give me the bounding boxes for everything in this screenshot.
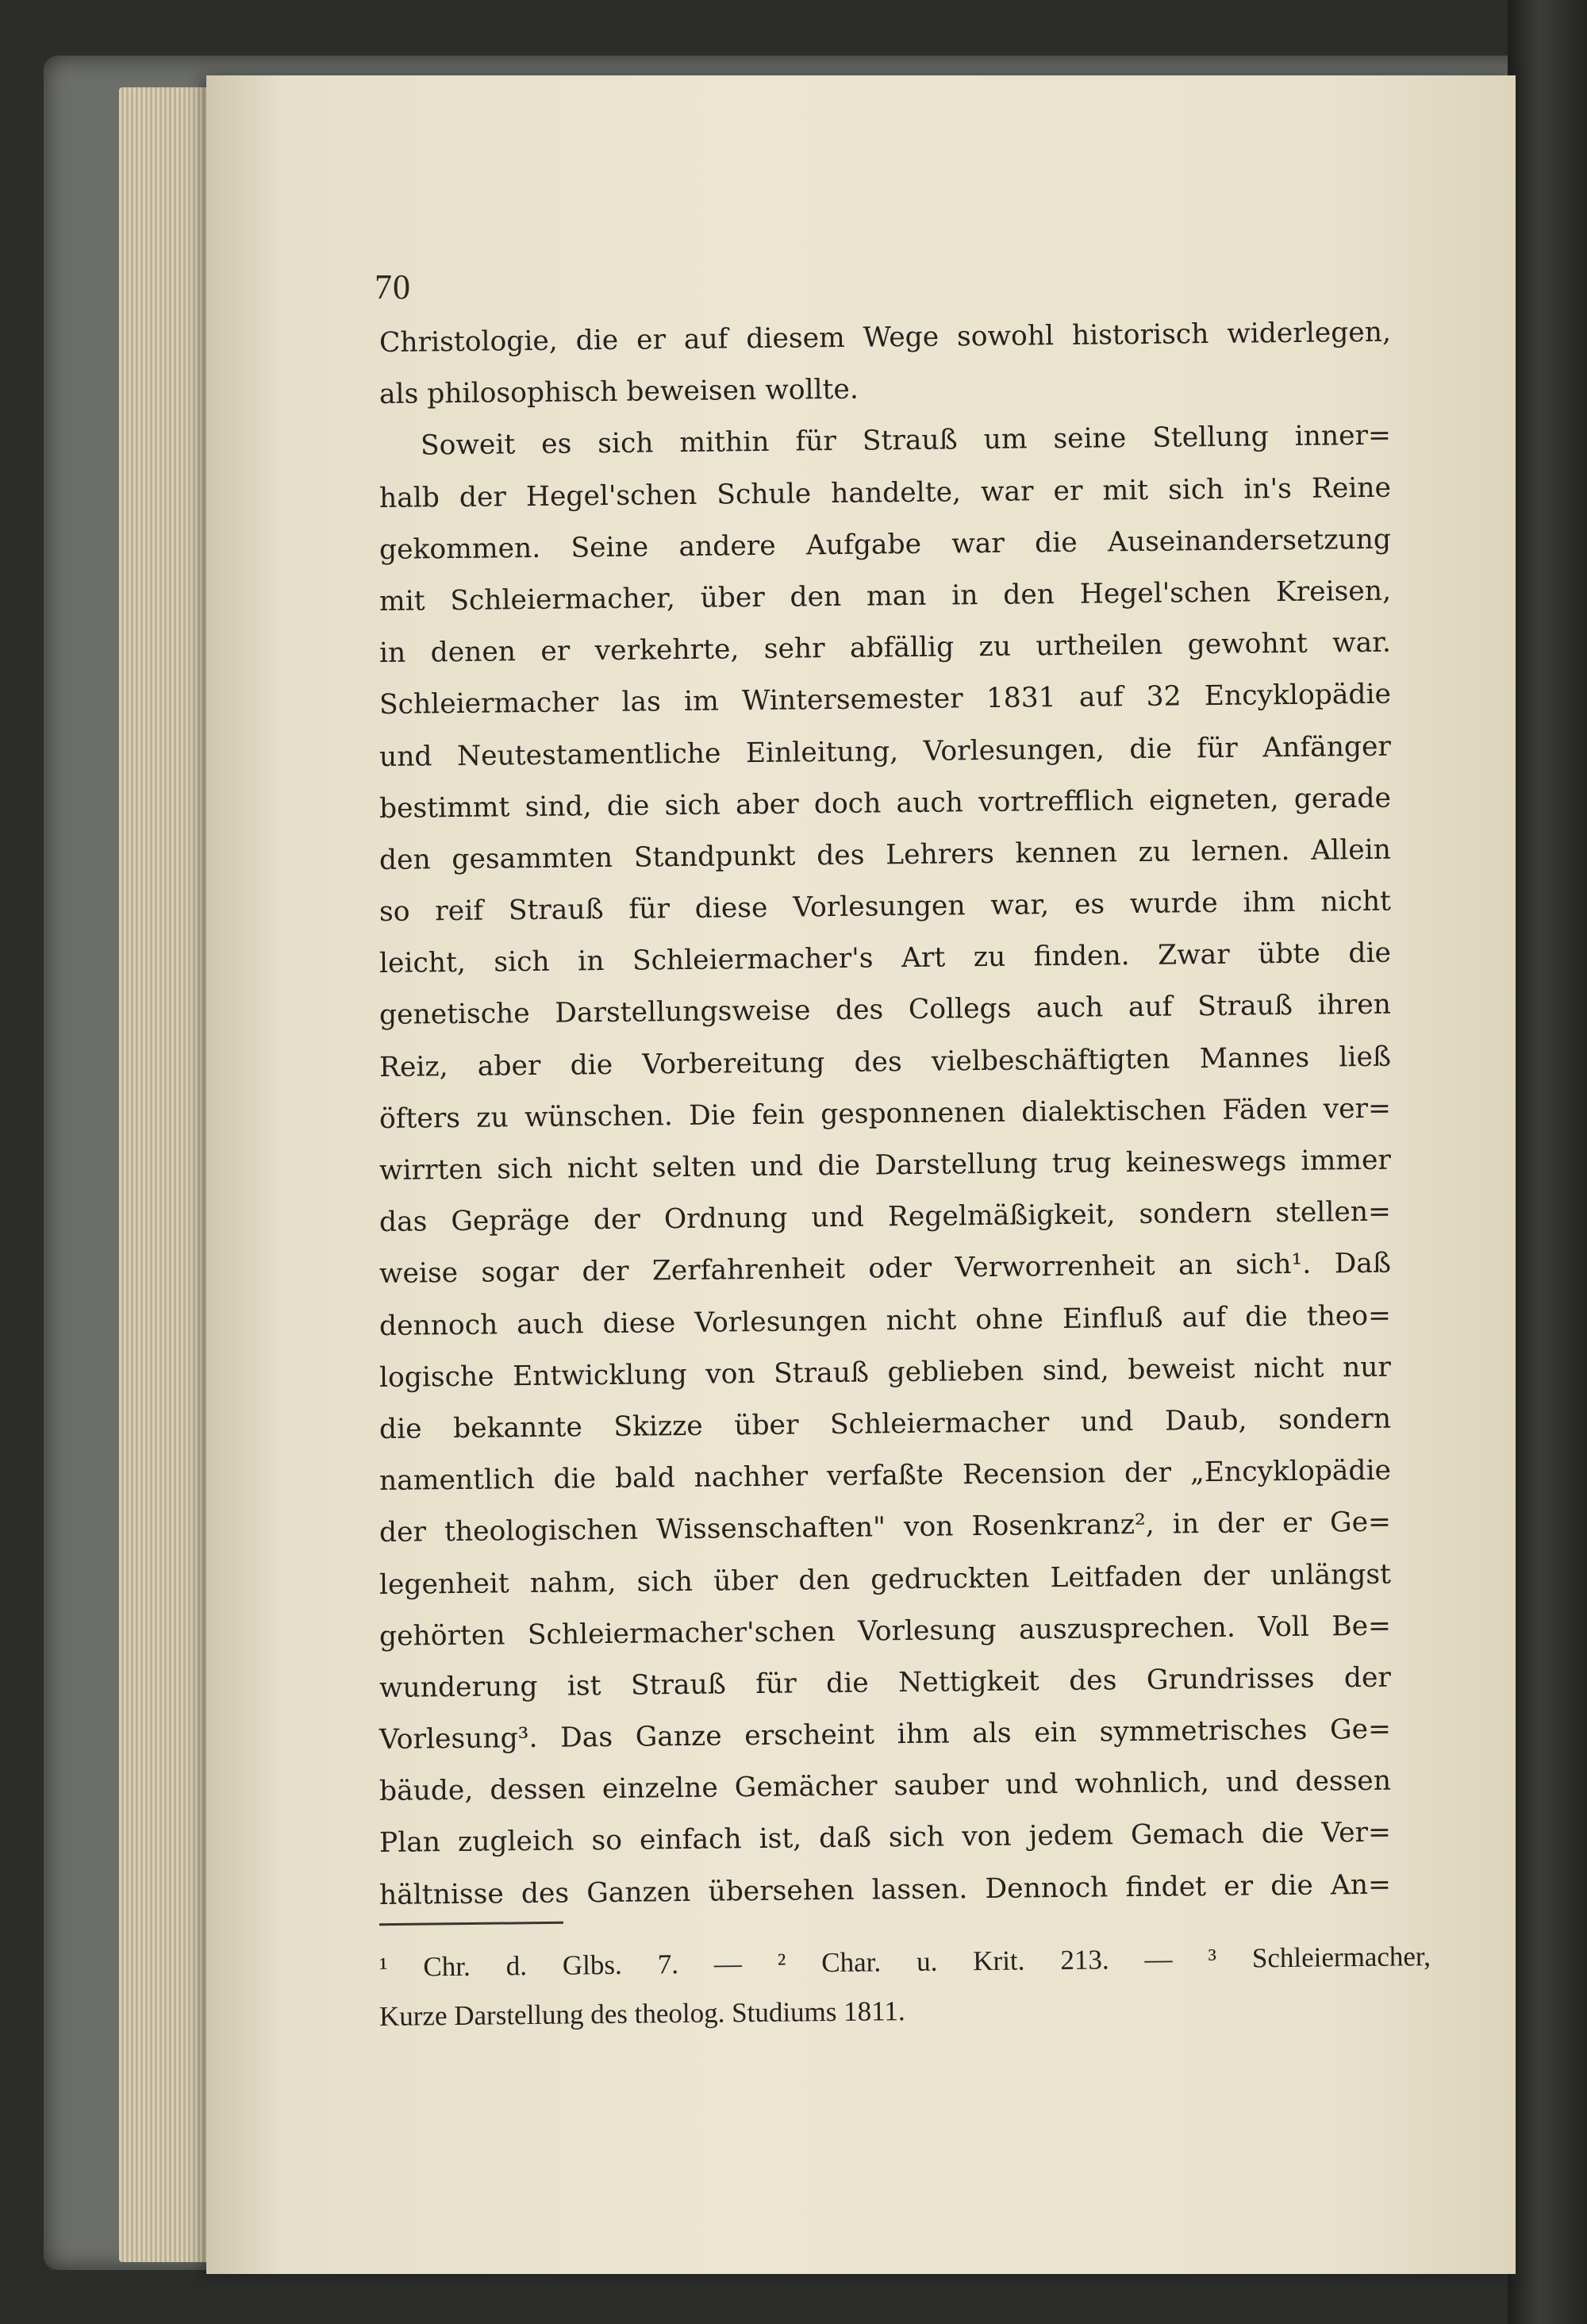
text-line: namentlich die bald nachher verfaßte Recension der „Encyklopädie	[378, 1454, 1392, 1498]
text-line: hältnisse des Ganzen übersehen lassen. Dennoch findet er die An=	[378, 1868, 1392, 1911]
text-line: bäude, dessen einzelne Gemächer sauber und wohnlich, und dessen	[378, 1764, 1392, 1808]
text-line: genetische Darstellungsweise des Collegs auch auf Strauß ihren	[378, 989, 1392, 1032]
footnote-line: Kurze Darstellung des theolog. Studiums 1811.	[378, 1995, 905, 2032]
body-text	[379, 317, 1391, 1922]
text-line: legenheit nahm, sich über den gedruckten Leitfaden der unlängst	[378, 1558, 1392, 1601]
text-line: der theologischen Wissenschaften" von Rosenkranz², in der er Ge=	[378, 1506, 1392, 1549]
text-line: gekommen. Seine andere Aufgabe war die Auseinandersetzung	[378, 523, 1392, 566]
text-line: in denen er verkehrte, sehr abfällig zu urtheilen gewohnt war.	[378, 626, 1392, 670]
text-line: dennoch auch diese Vorlesungen nicht ohne Einfluß auf die theo=	[378, 1299, 1392, 1342]
text-line: weise sogar der Zerfahrenheit oder Verworrenheit an sich¹. Daß	[378, 1248, 1392, 1291]
footnote-line: ¹ Chr. d. Glbs. 7. — ² Char. u. Krit. 213. — ³ Schleiermacher,	[378, 1941, 1431, 1983]
text-line: die bekannte Skizze über Schleiermacher und Daub, sondern	[378, 1402, 1392, 1445]
text-line: öfters zu wünschen. Die fein gesponnenen dialektischen Fäden ver=	[378, 1092, 1392, 1135]
text-line: so reif Strauß für diese Vorlesungen war, es wurde ihm nicht	[378, 885, 1392, 929]
text-line: gehörten Schleiermacher'schen Vorlesung auszusprechen. Voll Be=	[378, 1610, 1392, 1653]
text-line: halb der Hegel'schen Schule handelte, war er mit sich in's Reine	[378, 471, 1392, 514]
text-line: den gesammten Standpunkt des Lehrers kennen zu lernen. Allein	[378, 833, 1392, 876]
text-line: und Neutestamentliche Einleitung, Vorlesungen, die für Anfänger	[378, 730, 1392, 773]
text-line: mit Schleiermacher, über den man in den Hegel'schen Kreisen,	[378, 575, 1392, 618]
text-line: Reiz, aber die Vorbereitung des vielbeschäftigten Mannes ließ	[378, 1041, 1392, 1083]
text-line: Schleiermacher las im Wintersemester 1831 auf 32 Encyklopädie	[378, 678, 1392, 721]
page-number: 70	[375, 267, 411, 306]
text-line: wirrten sich nicht selten und die Darstellung trug keineswegs immer	[378, 1144, 1392, 1187]
footnotes	[379, 1943, 1431, 2041]
text-line: als philosophisch beweisen wollte.	[378, 373, 859, 411]
text-line: Vorlesung³. Das Ganze erscheint ihm als ein symmetrisches Ge=	[378, 1713, 1392, 1756]
text-line: bestimmt sind, die sich aber doch auch vortrefflich eigneten, gerade	[378, 782, 1392, 825]
text-line: logische Entwicklung von Strauß geblieben sind, beweist nicht nur	[378, 1351, 1392, 1394]
text-line: wunderung ist Strauß für die Nettigkeit des Grundrisses der	[378, 1661, 1392, 1704]
text-line: Soweit es sich mithin für Strauß um seine Stellung inner=	[420, 420, 1392, 462]
text-line: Christologie, die er auf diesem Wege sowohl historisch widerlegen,	[378, 316, 1392, 359]
text-line: leicht, sich in Schleiermacher's Art zu finden. Zwar übte die	[378, 937, 1392, 980]
book-spine-shadow	[1508, 0, 1587, 2324]
text-line: Plan zugleich so einfach ist, daß sich von jedem Gemach die Ver=	[378, 1817, 1392, 1860]
text-line: das Gepräge der Ordnung und Regelmäßigkeit, sondern stellen=	[378, 1195, 1392, 1239]
